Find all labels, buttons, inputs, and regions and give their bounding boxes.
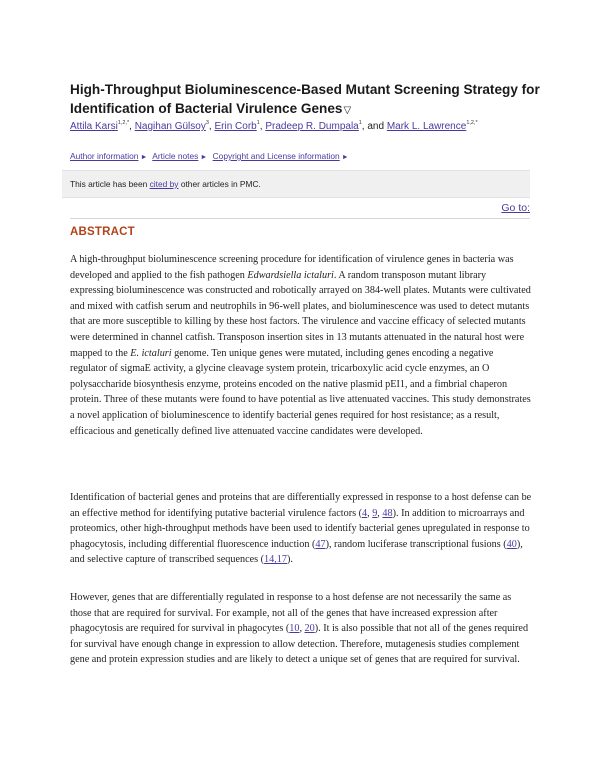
species-name: E. ictaluri (130, 347, 172, 359)
author-affiliation[interactable]: 1 (358, 120, 362, 126)
copyright-license-link[interactable]: Copyright and License information (212, 151, 340, 161)
author-link[interactable]: Attila Karsi (70, 121, 118, 132)
author-separator: , (208, 121, 212, 132)
goto-link[interactable]: Go to: (501, 202, 530, 214)
author-link[interactable]: Nagihan Gülsoy (134, 121, 206, 132)
author-list (70, 120, 540, 132)
citation-link[interactable]: 20 (304, 623, 315, 635)
author-link[interactable]: Erin Corb (214, 121, 257, 132)
cited-by-box (62, 170, 530, 198)
abstract-heading: ABSTRACT (70, 226, 135, 238)
section-divider (70, 218, 530, 219)
author-affiliation[interactable]: 1,2,* (117, 120, 130, 126)
author-affiliation[interactable]: 1 (256, 120, 260, 126)
article-notes-link[interactable]: Article notes (152, 151, 199, 161)
title-footnote-marker[interactable]: ▽ (343, 105, 352, 116)
expand-arrow-icon[interactable]: ► (200, 154, 208, 161)
expand-arrow-icon[interactable]: ► (140, 154, 148, 161)
author-separator: , (361, 121, 365, 132)
author-and: and (367, 121, 385, 132)
species-name: Edwardsiella ictaluri (247, 269, 334, 281)
cited-by-link[interactable]: cited by (149, 179, 179, 189)
body-paragraph: Identification of bacterial genes and proteins that are differentially expressed in response to a host defense can be an effective method for identifying putative bacterial virulence factors (4, 9, 48). In addition to microarrays and proteomics, other high-throughput methods have been used to identify bacterial genes upregulated in response to phagocytosis, including differential fluorescence induction (47), random luciferase transcriptional fusions (40), and selective capture of transcribed sequences (14,17). (70, 492, 532, 566)
abstract-paragraph: A high-throughput bioluminescence screening procedure for identification of virulence genes in bacteria was developed and applied to the fish pathogen Edwardsiella ictaluri. A random transposon mutant library expressing bioluminescence was constructed and robotically arrayed on 384-well plates. Mutants were cultivated and mixed with catfish serum and neutrophils in 96-well plates, and bioluminescence was used to detect mutants that are more susceptible to killing by these host factors. The virulence and vaccine efficacy of selected mutants were determined in channel catfish. Transposon insertion sites in 13 mutants attenuated in the natural host were mapped to the E. ictaluri genome. Ten unique genes were mutated, including genes encoding a negative regulator of sigmaE activity, a glycine cleavage system protein, tricarboxylic acid cycle enzymes, an O polysaccharide biosynthesis enzyme, proteins encoded on the native plasmid pEI1, and a fimbrial chaperon protein. Three of these mutants were found to have potential as live attenuated vaccines. This study demonstrates a novel application of bioluminescence to identify bacterial genes required for host resistance; as a result, efficacious and genetically defined live attenuated vaccine candidates were developed. (70, 254, 531, 437)
expand-arrow-icon[interactable]: ► (341, 154, 349, 161)
article-info-links (70, 151, 352, 161)
citation-link[interactable]: 40 (506, 538, 517, 550)
cited-by-text: This article has been cited by other articles in PMC. (70, 179, 261, 189)
author-separator: , (129, 121, 132, 132)
author-affiliation[interactable]: 3 (205, 120, 209, 126)
article-title (70, 80, 540, 120)
citation-link[interactable]: 9 (372, 507, 378, 519)
citation-link[interactable]: 4 (362, 507, 368, 519)
citation-link[interactable]: 10 (289, 623, 300, 635)
author-link[interactable]: Pradeep R. Dumpala (265, 121, 359, 132)
citation-link[interactable]: 14,17 (264, 554, 287, 566)
author-affiliation[interactable]: 1,2,* (466, 120, 478, 126)
citation-link[interactable]: 47 (315, 538, 326, 550)
citation-link[interactable]: 48 (382, 507, 393, 519)
body-paragraph: However, genes that are differentially regulated in response to a host defense are not necessarily the same as those that are required for survival. For example, not all of the genes that have increased expression after phagocytosis are required for survival in phagocytes (10, 20). It is also possible that not all of the genes required for survival have enough change in expression to allow detection. Therefore, mutagenesis studies complement gene and protein expression studies and are likely to detect a unique set of genes that are required for survival. (70, 592, 529, 666)
article-title-text: High-Throughput Bioluminescence-Based Mutant Screening Strategy for Identification of Bacterial Virulence Genes (70, 82, 540, 116)
author-separator: , (259, 121, 263, 132)
author-link[interactable]: Mark L. Lawrence (386, 121, 467, 132)
author-information-link[interactable]: Author information (70, 151, 139, 161)
